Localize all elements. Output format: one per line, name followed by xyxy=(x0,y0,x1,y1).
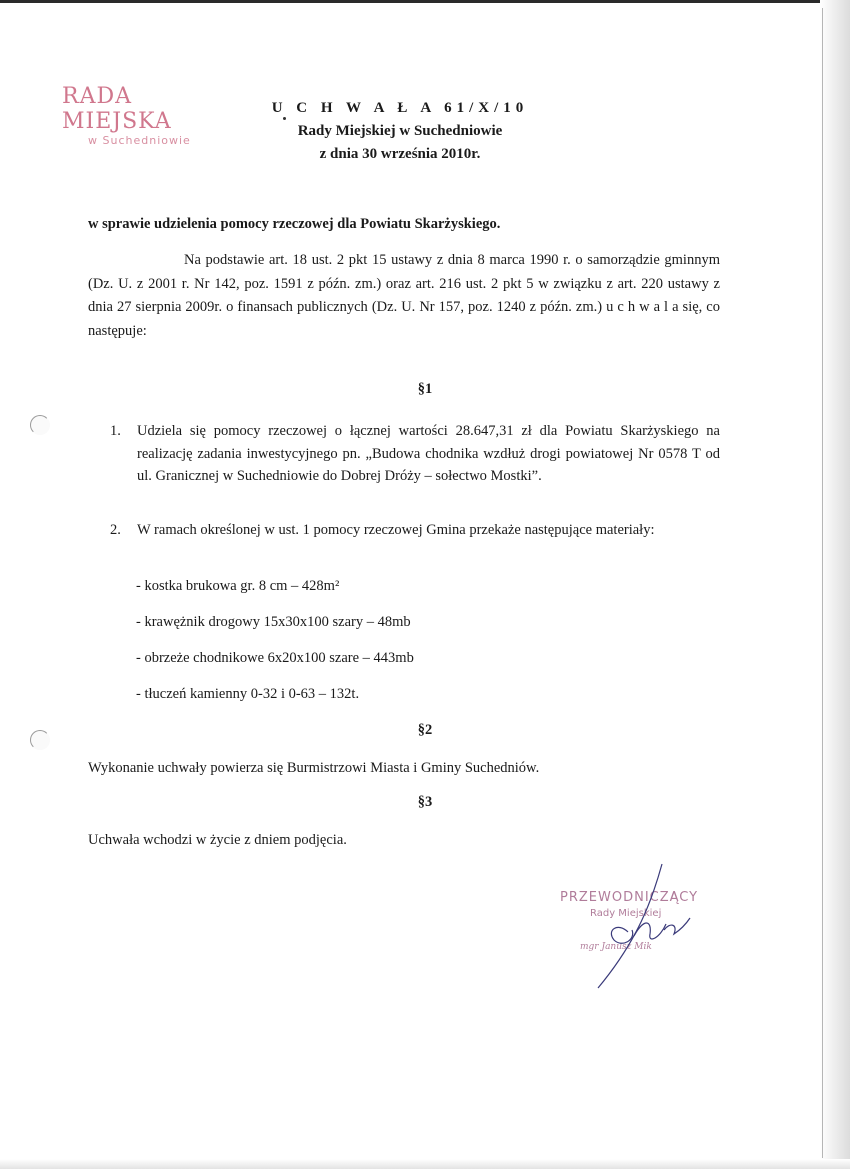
scan-bottom-edge xyxy=(0,1159,850,1169)
legal-basis-paragraph xyxy=(88,249,720,343)
resolution-date: z dnia 30 września 2010r. xyxy=(319,146,481,162)
council-stamp-line1: RADA MIEJSKA xyxy=(62,84,172,134)
material-item: - obrzeże chodnikowe 6x20x100 szare – 443mb xyxy=(136,650,414,666)
list-item-number: 1. xyxy=(110,423,121,439)
resolution-subject: w sprawie udzielenia pomocy rzeczowej dla Powiatu Skarżyskiego. xyxy=(88,216,501,232)
section-3-text: Uchwała wchodzi w życie z dniem podjęcia. xyxy=(88,832,347,848)
material-item: - kostka brukowa gr. 8 cm – 428m² xyxy=(136,578,340,594)
list-item-text: W ramach określonej w ust. 1 pomocy rzeczowej Gmina przekaże następujące materiały: xyxy=(137,522,655,538)
legal-basis-text: Na podstawie art. 18 ust. 2 pkt 15 ustawy z dnia 8 marca 1990 r. o samorządzie gminnym (Dz. U. z 2001 r. Nr 142, poz. 1591 z późn. zm.) oraz art. 216 ust. 2 pkt 5 w związku z art. 220 ustawy z dnia 27 sierpnia 2009r. o finansach publicznych (Dz. U. Nr 157, poz. 1240 z późn. zm.) u c h w a l a się, co następuje: xyxy=(88,252,720,339)
list-item xyxy=(110,519,720,542)
handwritten-signature xyxy=(540,860,740,990)
punch-hole-top xyxy=(30,415,50,435)
chairman-stamp-role: PRZEWODNICZĄCY xyxy=(560,890,699,905)
section-2-heading: §2 xyxy=(417,722,433,738)
scan-top-edge xyxy=(0,0,850,3)
scan-right-edge-line xyxy=(822,8,823,1158)
chairman-signature xyxy=(540,860,740,990)
material-item: - krawężnik drogowy 15x30x100 szary – 48mb xyxy=(136,614,411,630)
scan-right-edge xyxy=(820,0,850,1169)
list-item-number: 2. xyxy=(110,522,121,538)
section-3-heading: §3 xyxy=(417,794,433,810)
list-item-text: Udziela się pomocy rzeczowej o łącznej wartości 28.647,31 zł dla Powiatu Skarżyskiego na realizację zadania inwestycyjnego pn. „Budowa chodnika wzdłuż drogi powiatowej Nr 0578 T od ul. Granicznej w Suchedniowie do Dobrej Dróży – sołectwo Mostki”. xyxy=(137,423,720,484)
section-2-text: Wykonanie uchwały powierza się Burmistrzowi Miasta i Gminy Suchedniów. xyxy=(88,760,540,776)
council-stamp-line2: w Suchedniowie xyxy=(88,134,191,147)
material-item: - tłuczeń kamienny 0-32 i 0-63 – 132t. xyxy=(136,686,360,702)
section-1-heading: §1 xyxy=(417,381,433,397)
council-stamp xyxy=(62,84,242,147)
resolution-header xyxy=(270,100,530,163)
chairman-stamp-body: Rady Miejskiej xyxy=(590,908,662,919)
chairman-stamp-name: mgr Janusz Mik xyxy=(580,942,652,952)
resolution-title: U C H W A Ł A 61/X/10 xyxy=(271,100,529,116)
list-item xyxy=(110,420,720,488)
resolution-council: Rady Miejskiej w Suchedniowie xyxy=(297,123,503,139)
